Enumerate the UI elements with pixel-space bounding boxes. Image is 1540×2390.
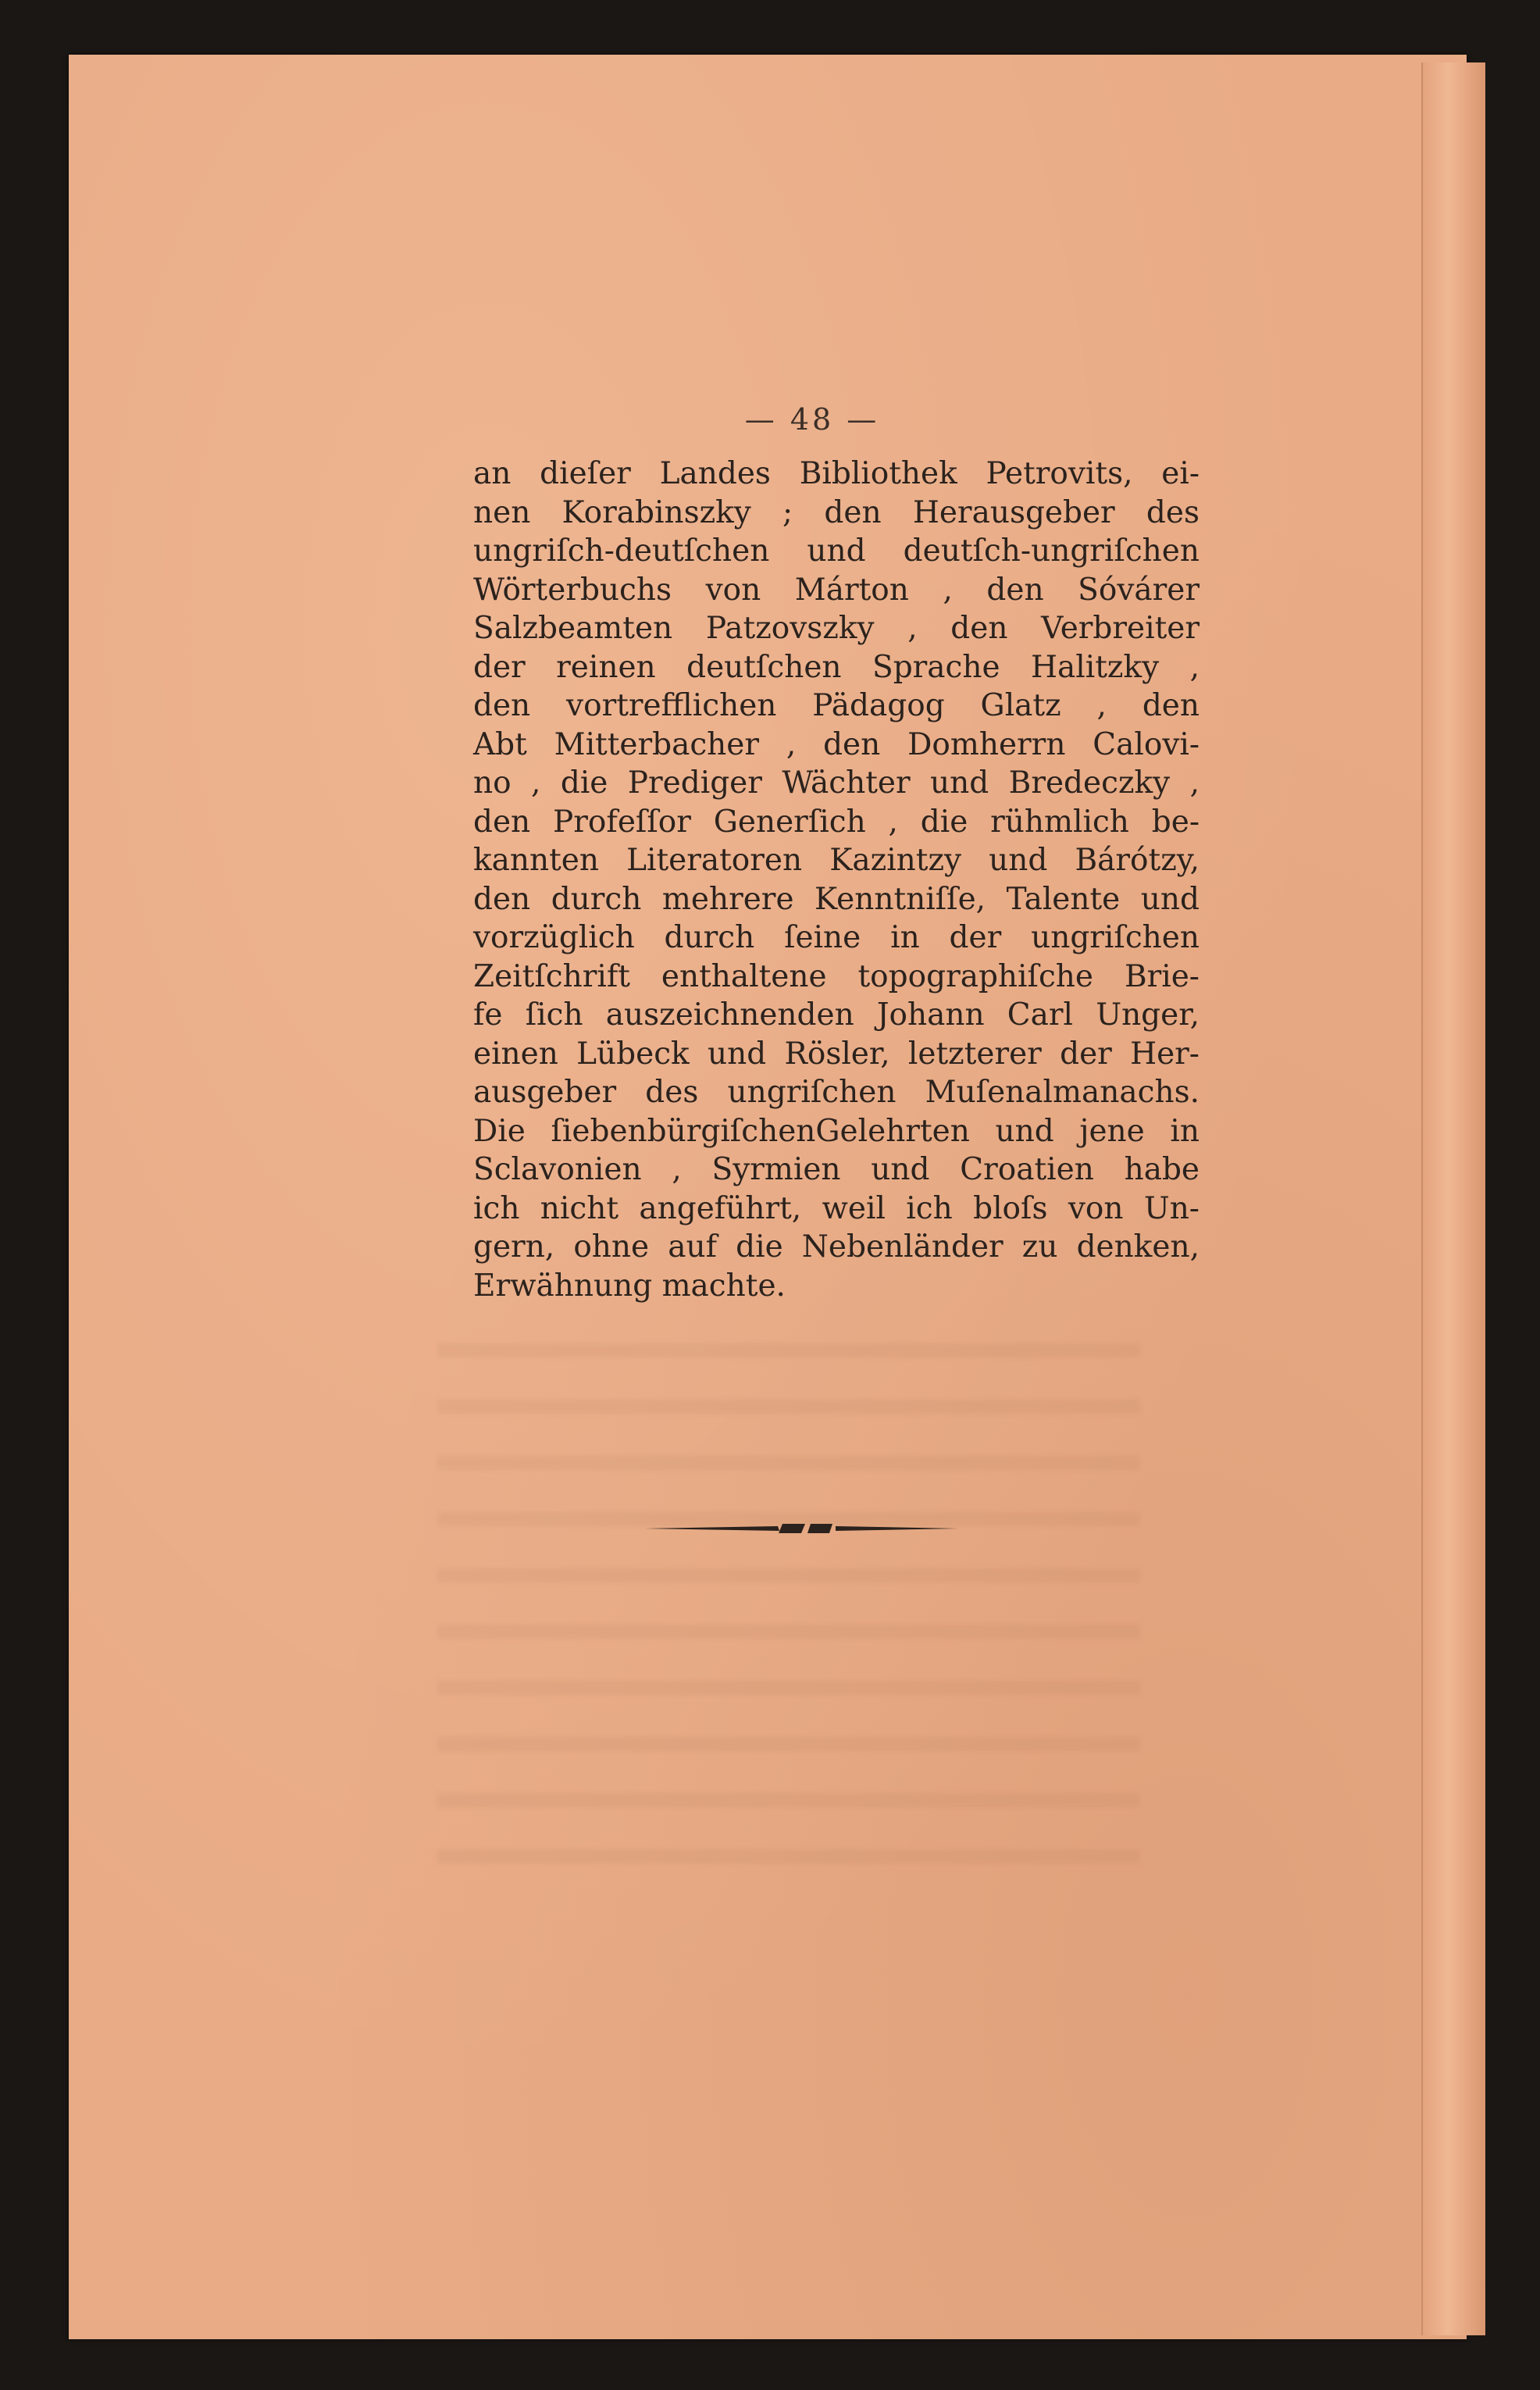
text-line: der reinen deutſchen Sprache Halitzky , xyxy=(473,649,1200,685)
text-line: Sclavonien , Syrmien und Croatien habe xyxy=(473,1152,1200,1187)
text-line: ausgeber des ungriſchen Muſenalmanachs. xyxy=(473,1075,1200,1110)
text-line: einen Lübeck und Rösler, letzterer der Her- xyxy=(473,1036,1200,1072)
page-edge xyxy=(1421,62,1485,2335)
text-line: Erwähnung machte. xyxy=(473,1268,786,1304)
text-line: nen Korabinszky ; den Herausgeber des xyxy=(473,494,1200,530)
text-line: ich nicht angeführt, weil ich bloſs von Un- xyxy=(473,1190,1200,1226)
show-through-text xyxy=(437,1343,1140,1875)
text-line: ungriſch-deutſchen und deutſch-ungriſchen xyxy=(473,533,1200,569)
text-line: Zeitſchrift enthaltene topographiſche Brie- xyxy=(473,958,1200,994)
text-line: Die ſiebenbürgiſchenGelehrten und jene in xyxy=(473,1113,1200,1149)
text-line: gern, ohne auf die Nebenländer zu denken, xyxy=(473,1229,1200,1265)
text-line: vorzüglich durch ſeine in der ungriſchen xyxy=(473,920,1200,955)
text-line: Abt Mitterbacher , den Domherrn Calovi- xyxy=(473,726,1200,762)
body-text xyxy=(473,455,1200,1305)
text-line: den vortrefflichen Pädagog Glatz , den xyxy=(473,688,1200,723)
page-number: — 48 — xyxy=(744,402,880,437)
text-line: no , die Prediger Wächter und Bredeczky , xyxy=(473,765,1200,801)
text-line: an dieſer Landes Bibliothek Petrovits, ei- xyxy=(473,456,1200,491)
fleuron-rule-icon xyxy=(645,1519,957,1538)
text-line: Wörterbuchs von Márton , den Sóvárer xyxy=(473,572,1200,608)
text-line: kannten Literatoren Kazintzy und Bárótzy, xyxy=(473,843,1200,878)
text-line: den durch mehrere Kenntniſſe, Talente und xyxy=(473,881,1200,917)
text-line: fe ſich auszeichnenden Johann Carl Unger, xyxy=(473,997,1200,1033)
text-line: Salzbeamten Patzovszky , den Verbreiter xyxy=(473,611,1200,646)
text-line: den Profeſſor Generſich , die rühmlich be- xyxy=(473,804,1200,840)
